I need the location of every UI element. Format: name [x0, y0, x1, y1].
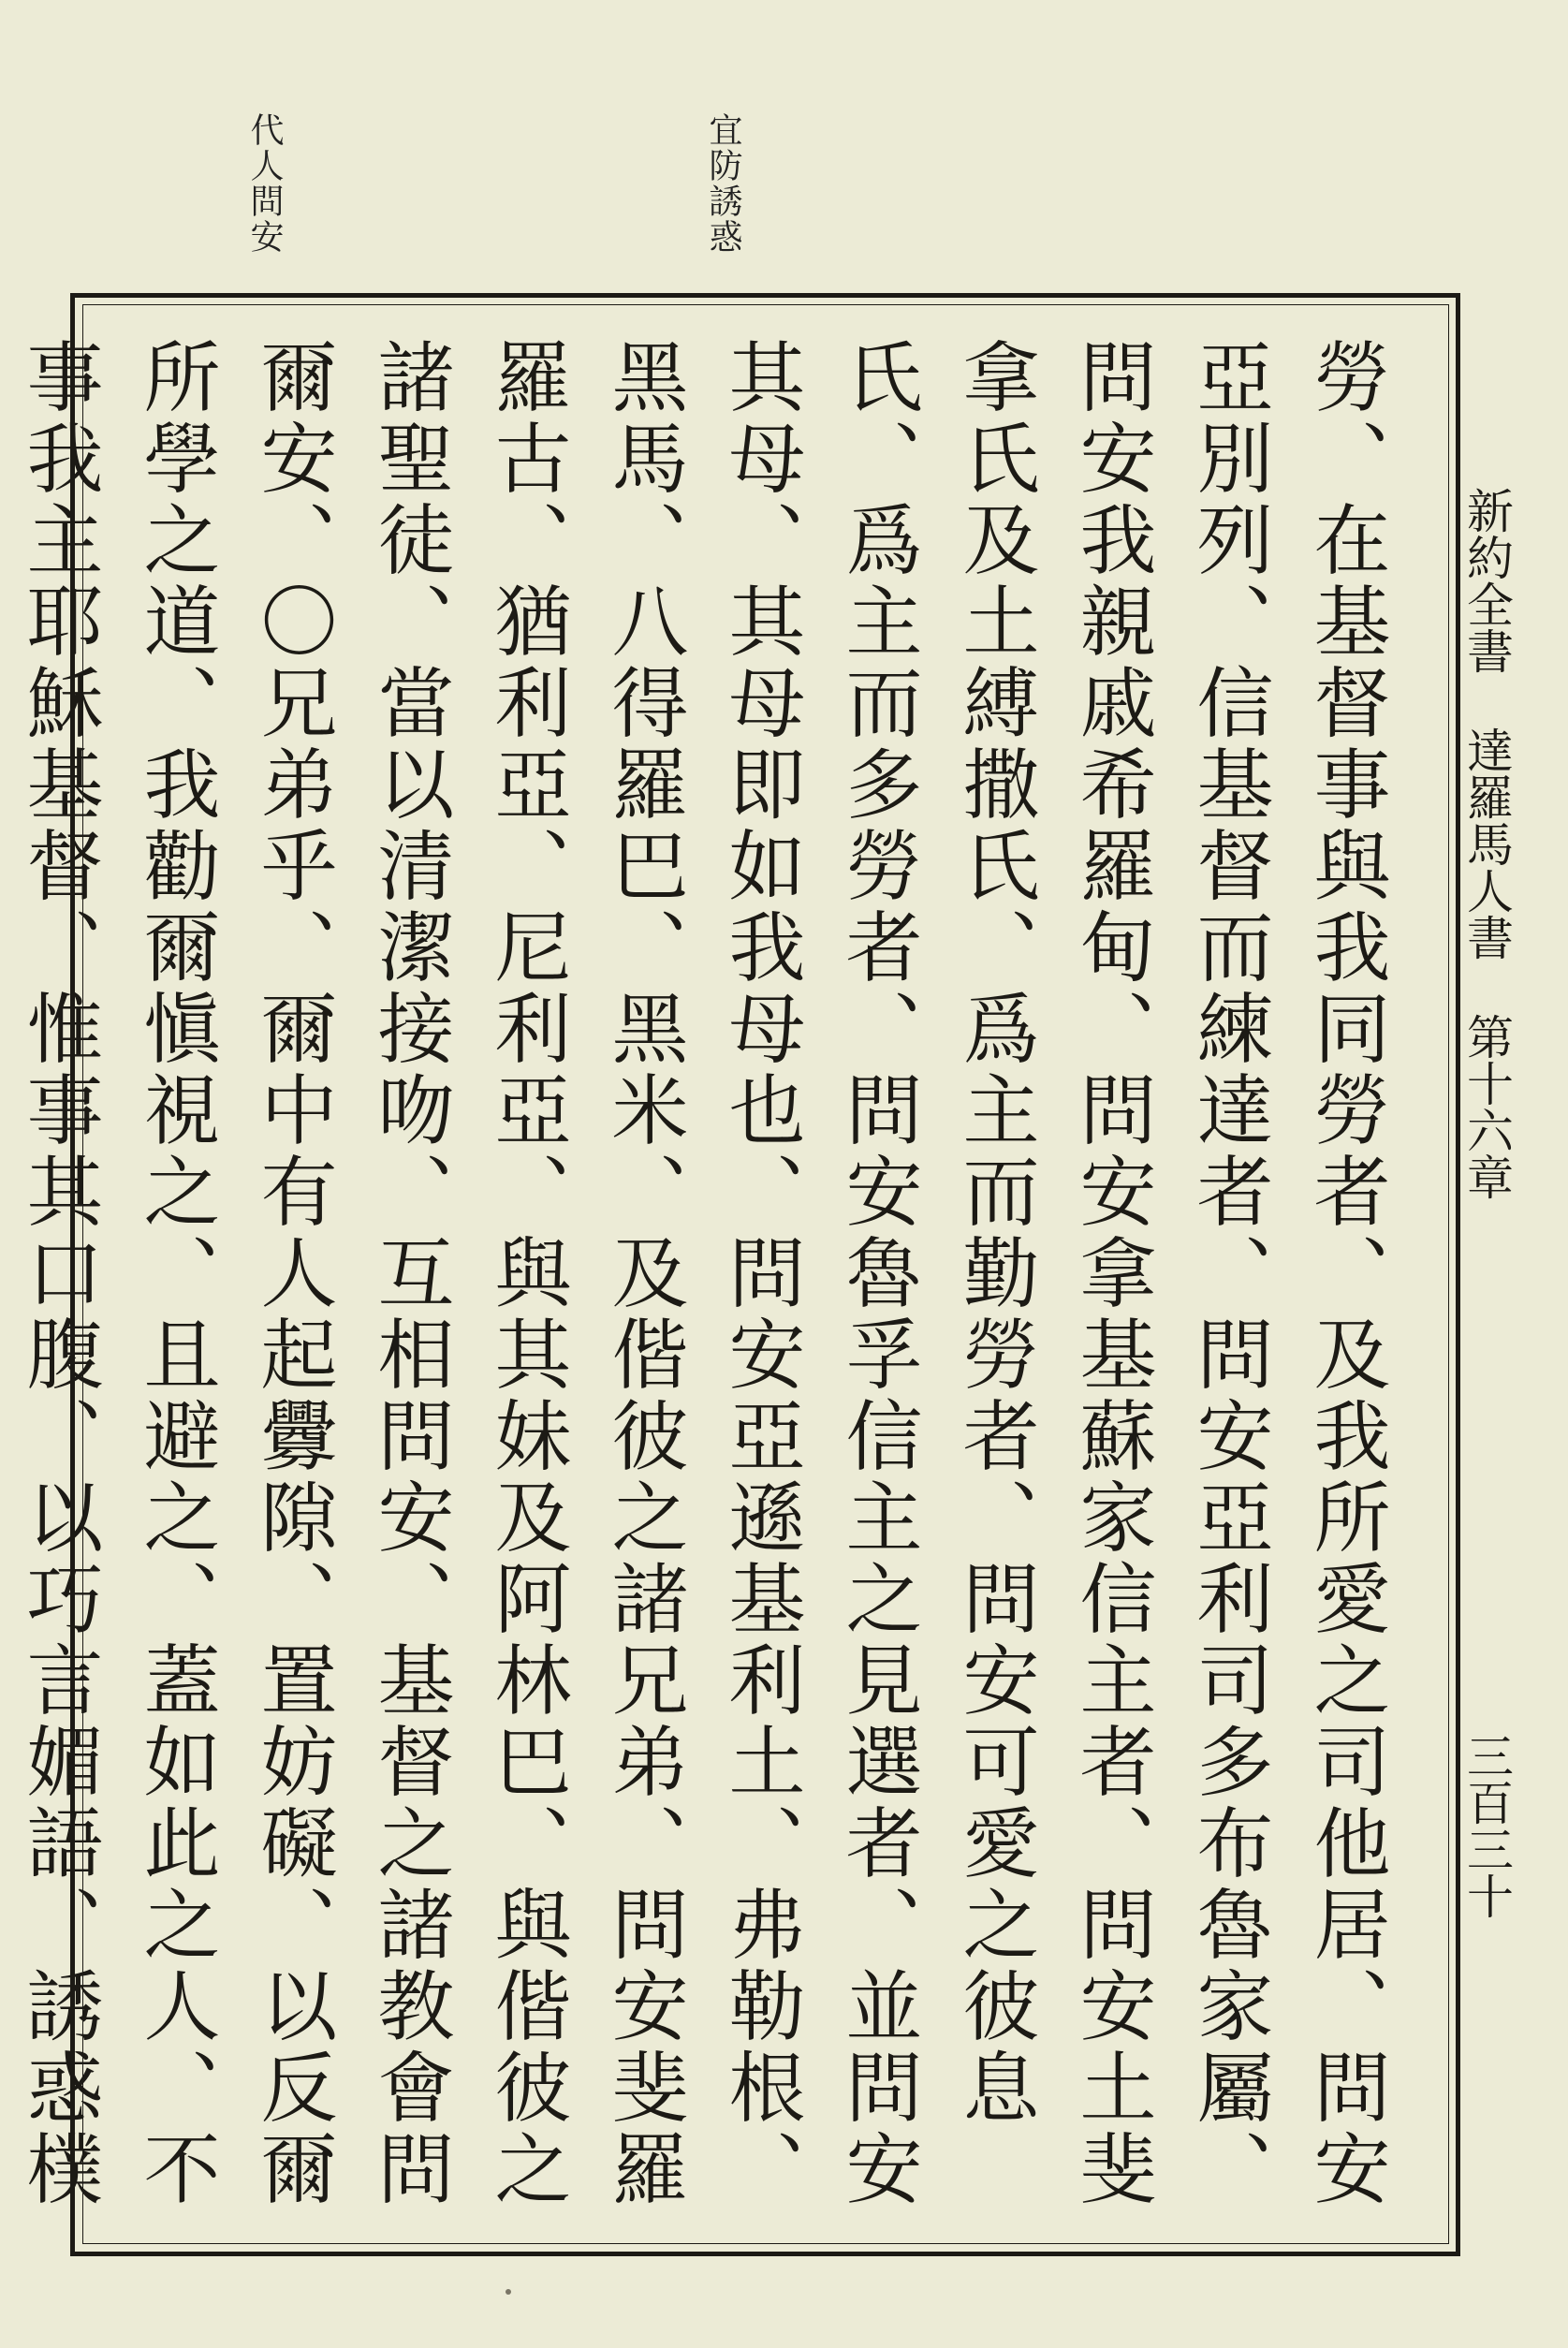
ink-dot: [506, 2289, 511, 2295]
margin-note-right: 宜防誘惑: [704, 112, 742, 255]
margin-note-left: 代人問安: [245, 112, 284, 255]
running-head: [1460, 487, 1513, 1200]
body-text: [14, 337, 1404, 2219]
book-title: 新約全書: [1459, 487, 1514, 674]
epistle-title: 達羅馬人書: [1459, 726, 1514, 961]
page-number: 三百三十: [1459, 1732, 1514, 1919]
chapter-label: 第十六章: [1459, 1012, 1514, 1200]
body-paragraph: 勞、在基督事與我同勞者、及我所愛之司他居、問安亞別列、信基督而練達者、問安亞利司多布魯家屬、問安我親戚希羅甸、問安拿基蘇家信主者、問安土斐拿氏及土縛撒氏、爲主而勤勞者、問安可愛之彼息氏、爲主而多勞者、問安魯孚信主之見選者、並問安其母、其母即如我母也、問安亞遜基利土、弗勒根、黑馬、八得羅巴、黑米、及偕彼之諸兄弟、問安斐羅羅古、猶利亞、尼利亞、與其妹及阿林巴、與偕彼之諸聖徒、當以清潔接吻、互相問安、基督之諸教會問爾安、〇兄弟乎、爾中有人起釁隙、置妨礙、以反爾所學之道、我勸爾愼視之、且避之、蓋如此之人、不事我主耶穌基督、惟事其口腹、以巧言媚語、誘惑樸: [14, 337, 1390, 2210]
